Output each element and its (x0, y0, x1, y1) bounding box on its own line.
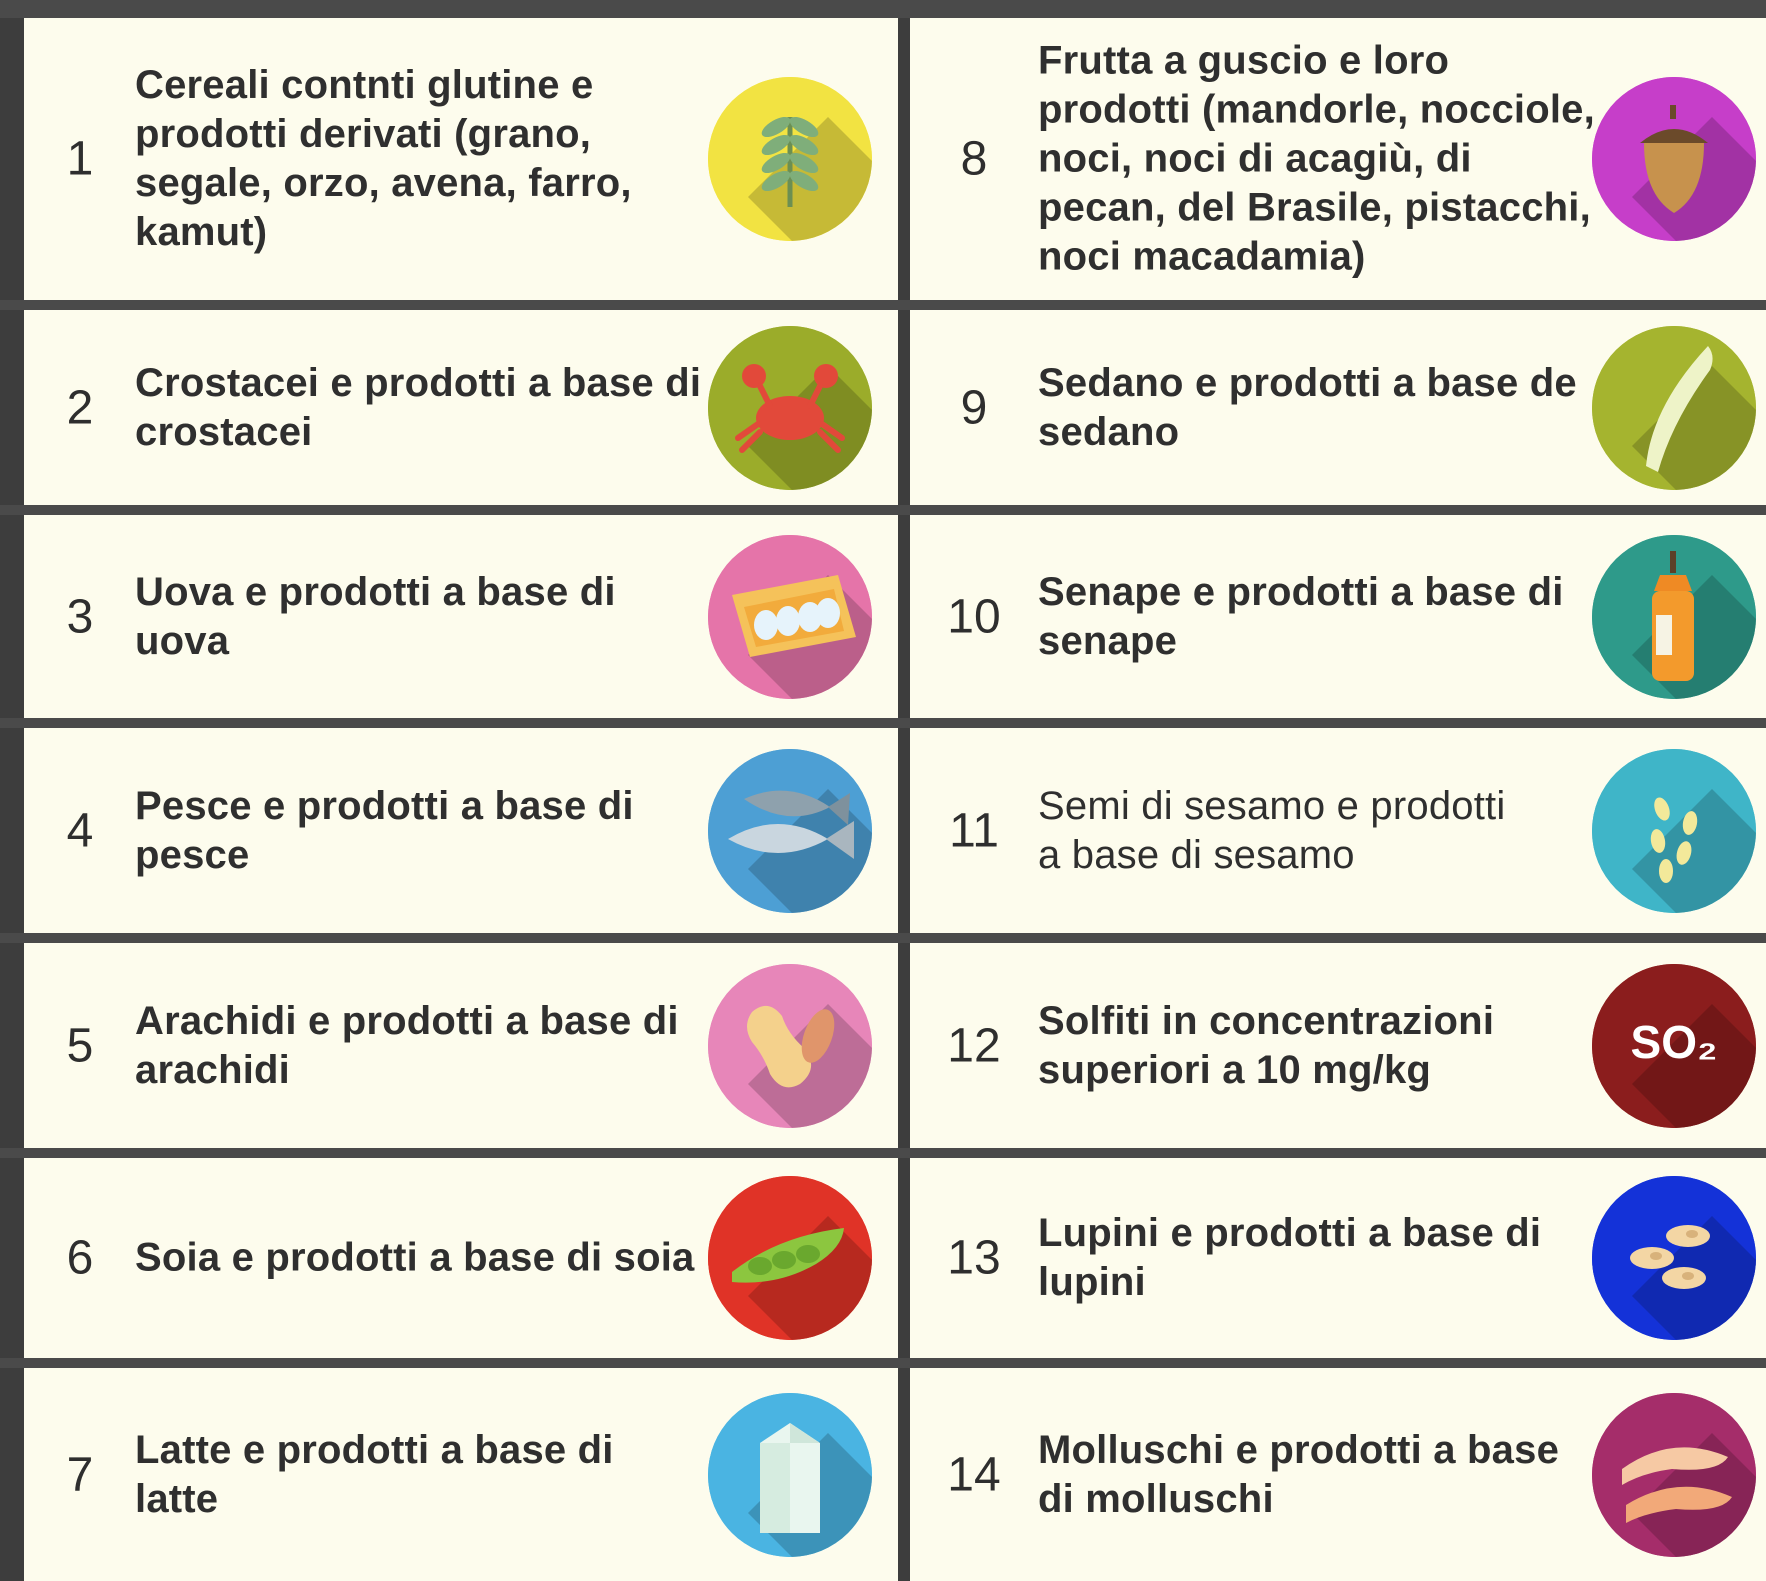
allergen-description (135, 61, 632, 257)
description-line: Molluschi e prodotti a base (1038, 1427, 1560, 1472)
description-line: senape (1038, 618, 1178, 663)
milk-icon (708, 1393, 872, 1557)
celery-icon (1592, 326, 1756, 490)
soy-icon (708, 1176, 872, 1340)
description-line: uova (135, 618, 230, 663)
allergen-description (135, 997, 679, 1095)
description-line: Latte e prodotti a base di (135, 1427, 614, 1472)
allergen-description (1038, 568, 1564, 666)
description-line: Lupini e prodotti a base di (1038, 1211, 1542, 1255)
sesame-icon (1592, 749, 1756, 913)
description-line: Sedano e prodotti a base de (1038, 360, 1577, 405)
allergen-number: 1 (66, 132, 94, 186)
description-line: prodotti (mandorle, nocciole, (1038, 87, 1595, 132)
description-line: Frutta a guscio e loro (1038, 38, 1450, 83)
allergen-cell (910, 1368, 1766, 1581)
allergen-number: 14 (947, 1448, 1001, 1501)
allergen-description (1038, 359, 1577, 457)
description-line: prodotti derivati (grano, (135, 112, 592, 156)
allergen-cell (24, 1368, 898, 1581)
description-line: Solfiti in concentrazioni (1038, 998, 1495, 1043)
acorn-icon (1592, 77, 1756, 241)
table-row (0, 728, 1766, 933)
allergen-description (1038, 997, 1494, 1095)
allergen-cell (24, 943, 898, 1148)
description-line: superiori a 10 mg/kg (1038, 1047, 1432, 1092)
description-line: kamut) (135, 210, 268, 254)
description-line: Pesce e prodotti a base di (135, 783, 634, 828)
description-line: Crostacei e prodotti a base di (135, 360, 702, 405)
crab-icon (708, 326, 872, 490)
description-line: di molluschi (1038, 1476, 1274, 1521)
table-row (0, 1368, 1766, 1581)
allergen-number: 9 (960, 381, 988, 434)
lupin-icon (1592, 1176, 1756, 1340)
allergen-cell (24, 728, 898, 933)
allergen-description (1038, 37, 1595, 282)
allergen-description (135, 359, 701, 457)
description-line: pesce (135, 832, 250, 877)
allergen-cell (910, 515, 1766, 718)
description-line: pecan, del Brasile, pistacchi, (1038, 185, 1591, 230)
description-line: noci macadamia) (1038, 234, 1366, 279)
allergen-cell (24, 1158, 898, 1358)
table-row (0, 515, 1766, 718)
allergen-cell (910, 310, 1766, 505)
allergen-description (1038, 782, 1505, 880)
description-line: Arachidi e prodotti a base di (135, 998, 679, 1043)
description-line: Semi di sesamo e prodotti (1038, 783, 1506, 828)
allergen-cell (24, 515, 898, 718)
allergen-cell (24, 18, 898, 300)
allergen-number: 10 (947, 590, 1001, 643)
allergen-number: 12 (947, 1019, 1001, 1072)
table-row (0, 1158, 1766, 1358)
description-line: a base di sesamo (1038, 832, 1355, 877)
allergen-description (1038, 1426, 1559, 1524)
allergen-number: 13 (947, 1231, 1001, 1285)
allergen-cell (910, 1158, 1766, 1358)
allergen-cell (24, 310, 898, 505)
description-line: Uova e prodotti a base di (135, 569, 616, 614)
description-line: crostacei (135, 409, 313, 454)
allergen-description (135, 782, 634, 880)
description-line: segale, orzo, avena, farro, (135, 161, 632, 205)
allergen-number: 2 (66, 381, 94, 434)
allergen-number: 7 (66, 1448, 94, 1501)
allergen-cell (910, 943, 1766, 1148)
allergen-number: 5 (66, 1019, 94, 1072)
table-row (0, 310, 1766, 505)
description-line: Soia e prodotti a base di soia (135, 1235, 695, 1280)
allergen-cell (910, 18, 1766, 300)
allergen-description (135, 568, 616, 666)
description-line: Cereali contnti glutine e (135, 63, 594, 107)
shrimp-icon (1592, 1393, 1756, 1557)
allergen-description (1038, 1209, 1541, 1307)
mustard-icon (1592, 535, 1756, 699)
allergen-number: 6 (66, 1231, 94, 1285)
so2-icon (1592, 964, 1756, 1128)
peanut-icon (708, 964, 872, 1128)
table-row (0, 943, 1766, 1148)
svg-text:SO₂: SO₂ (1630, 1015, 1718, 1068)
allergen-description (135, 1234, 694, 1283)
allergen-description (135, 1426, 614, 1524)
allergen-number: 4 (66, 804, 94, 857)
description-line: arachidi (135, 1047, 290, 1092)
allergen-number: 3 (66, 590, 94, 643)
eggs-icon (708, 535, 872, 699)
description-line: noci, noci di acagiù, di (1038, 136, 1472, 181)
description-line: sedano (1038, 409, 1180, 454)
description-line: latte (135, 1476, 219, 1521)
allergen-number: 11 (949, 804, 999, 857)
fish-icon (708, 749, 872, 913)
allergen-cell (910, 728, 1766, 933)
allergen-number: 8 (960, 132, 988, 186)
description-line: lupini (1038, 1260, 1146, 1304)
wheat-icon (708, 77, 872, 241)
table-row (0, 18, 1766, 300)
description-line: Senape e prodotti a base di (1038, 569, 1564, 614)
